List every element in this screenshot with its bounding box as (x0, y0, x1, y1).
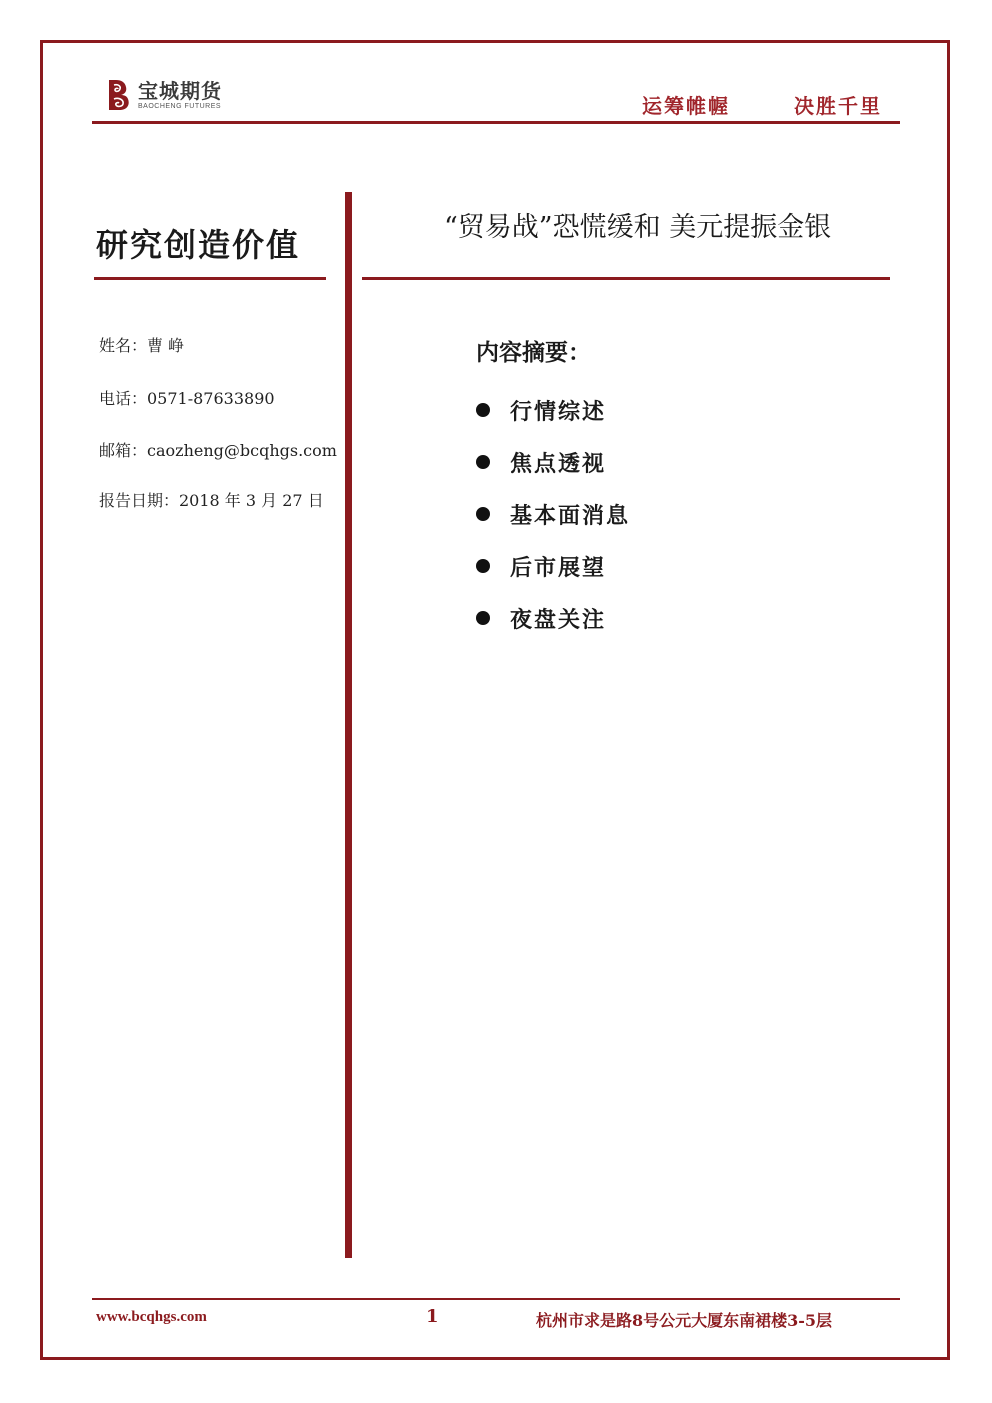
footer-website-link[interactable]: www.bcqhgs.com (96, 1309, 207, 1325)
bullet-icon (476, 403, 490, 417)
bullet-icon (476, 611, 490, 625)
vertical-divider (345, 192, 352, 1258)
bullet-icon (476, 559, 490, 573)
author-email: 邮箱：caozheng@bcqhgs.com (99, 441, 337, 460)
page-number: 1 (426, 1306, 439, 1327)
left-title: 研究创造价值 (96, 226, 301, 264)
slogan-part-2: 决胜千里 (794, 94, 882, 118)
company-logo (106, 78, 222, 112)
summary-item-label: 行情综述 (510, 398, 607, 425)
report-date: 报告日期：2018 年 3 月 27 日 (99, 491, 324, 510)
summary-item-market-review (476, 384, 630, 436)
summary-item-outlook (476, 540, 630, 592)
summary-item-focus (476, 436, 630, 488)
summary-item-label: 夜盘关注 (510, 606, 607, 633)
left-title-underline (94, 277, 326, 280)
author-name: 姓名：曹 峥 (99, 336, 185, 355)
summary-list (476, 384, 630, 644)
footer-divider (92, 1298, 900, 1300)
header-divider (92, 121, 900, 124)
summary-item-label: 后市展望 (510, 554, 607, 581)
logo-english-text: BAOCHENG FUTURES (138, 102, 222, 110)
bullet-icon (476, 507, 490, 521)
slogan-part-1: 运筹帷幄 (642, 94, 730, 118)
summary-item-night-session (476, 592, 630, 644)
logo-chinese-text: 宝城期货 (138, 78, 222, 103)
summary-heading: 内容摘要： (476, 339, 591, 366)
report-title: “贸易战”恐慌缓和 美元提振金银 (444, 212, 832, 243)
author-phone: 电话：0571-87633890 (99, 389, 275, 408)
summary-item-label: 基本面消息 (510, 502, 631, 529)
report-title-underline (362, 277, 890, 280)
baocheng-logo-icon (106, 78, 132, 112)
footer-address: 杭州市求是路8号公元大厦东南裙楼3-5层 (536, 1311, 833, 1330)
summary-item-label: 焦点透视 (510, 450, 607, 477)
summary-item-fundamentals (476, 488, 630, 540)
bullet-icon (476, 455, 490, 469)
